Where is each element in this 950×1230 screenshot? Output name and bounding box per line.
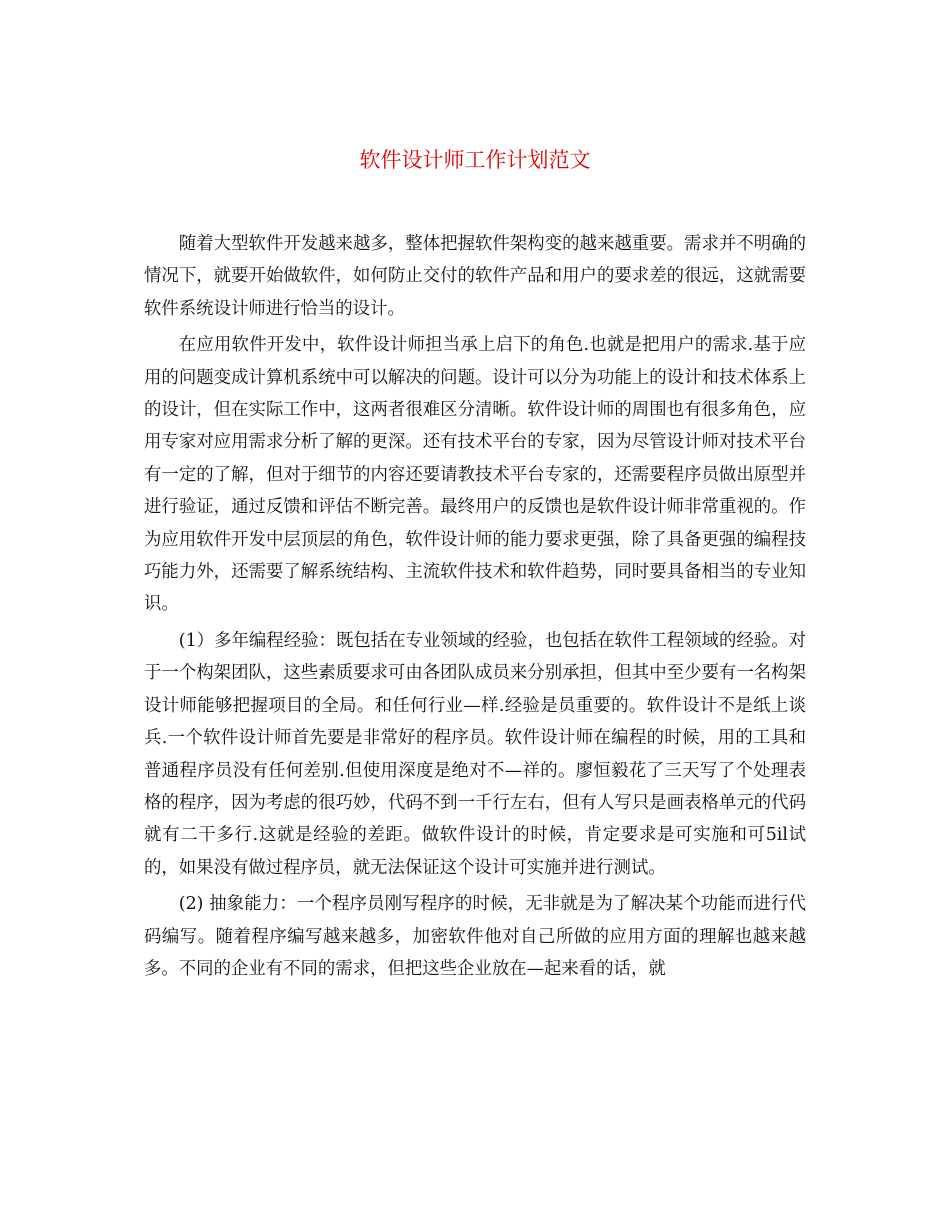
paragraph-intro: 随着大型软件开发越来越多，整体把握软件架构变的越来越重要。需求并不明确的情况下，就要开始做软件，如何防止交付的软件产品和用户的要求差的很远，这就需要软件系统设计师进行恰当的设计。: [144, 234, 806, 319]
paragraph-role: 在应用软件开发中，软件设计师担当承上启下的角色.也就是把用户的需求.基于应用的问题变成计算机系统中可以解决的问题。设计可以分为功能上的设计和技术体系上的设计，但在实际工作中，这两者很难区分清晰。软件设计师的周围也有很多角色，应用专家对应用需求分析了解的更深。还有技术平台的专家，因为尽管设计师对技术平台有一定的了解，但对于细节的内容还要请教技术平台专家的，还需要程序员做出原型并进行验证，通过反馈和评估不断完善。最终用户的反馈也是软件设计师非常重视的。作为应用软件开发中层顶层的角色，软件设计师的能力要求更强，除了具备更强的编程技巧能力外，还需要了解系统结构、主流软件技术和软件趋势，同时要具备相当的专业知识。: [144, 335, 806, 615]
paragraph-experience: (1）多年编程经验：既包括在专业领域的经验，也包括在软件工程领域的经验。对于一个构架团队，这些素质要求可由各团队成员来分别承担，但其中至少要有一名构架设计师能够把握项目的全局。和任何行业—样.经验是员重要的。软件设计不是纸上谈兵.一个软件设计师首先要是非常好的程序员。软件设计师在编程的时候，用的工具和普通程序员没有任何差别.但使用深度是绝对不—祥的。廖恒毅花了三天写了个处理表格的程序，因为考虑的很巧妙，代码不到一千行左右，但有人写只是画表格单元的代码就有二干多行.这就是经验的差距。做软件设计的时候，肯定要求是可实施和可5il试的，如果没有做过程序员，就无法保证这个设计可实施并进行测试。: [144, 630, 806, 878]
document-title: 软件设计师工作计划范文: [359, 148, 591, 172]
document-body: [144, 228, 806, 989]
paragraph-abstraction: (2) 抽象能力：一个程序员刚写程序的时候，无非就是为了解决某个功能而进行代码编写。随着程序编写越来越多，加密软件他对自己所做的应用方面的理解也越来越多。不同的企业有不同的需求，但把这些企业放在—起来看的话，就: [144, 894, 806, 979]
